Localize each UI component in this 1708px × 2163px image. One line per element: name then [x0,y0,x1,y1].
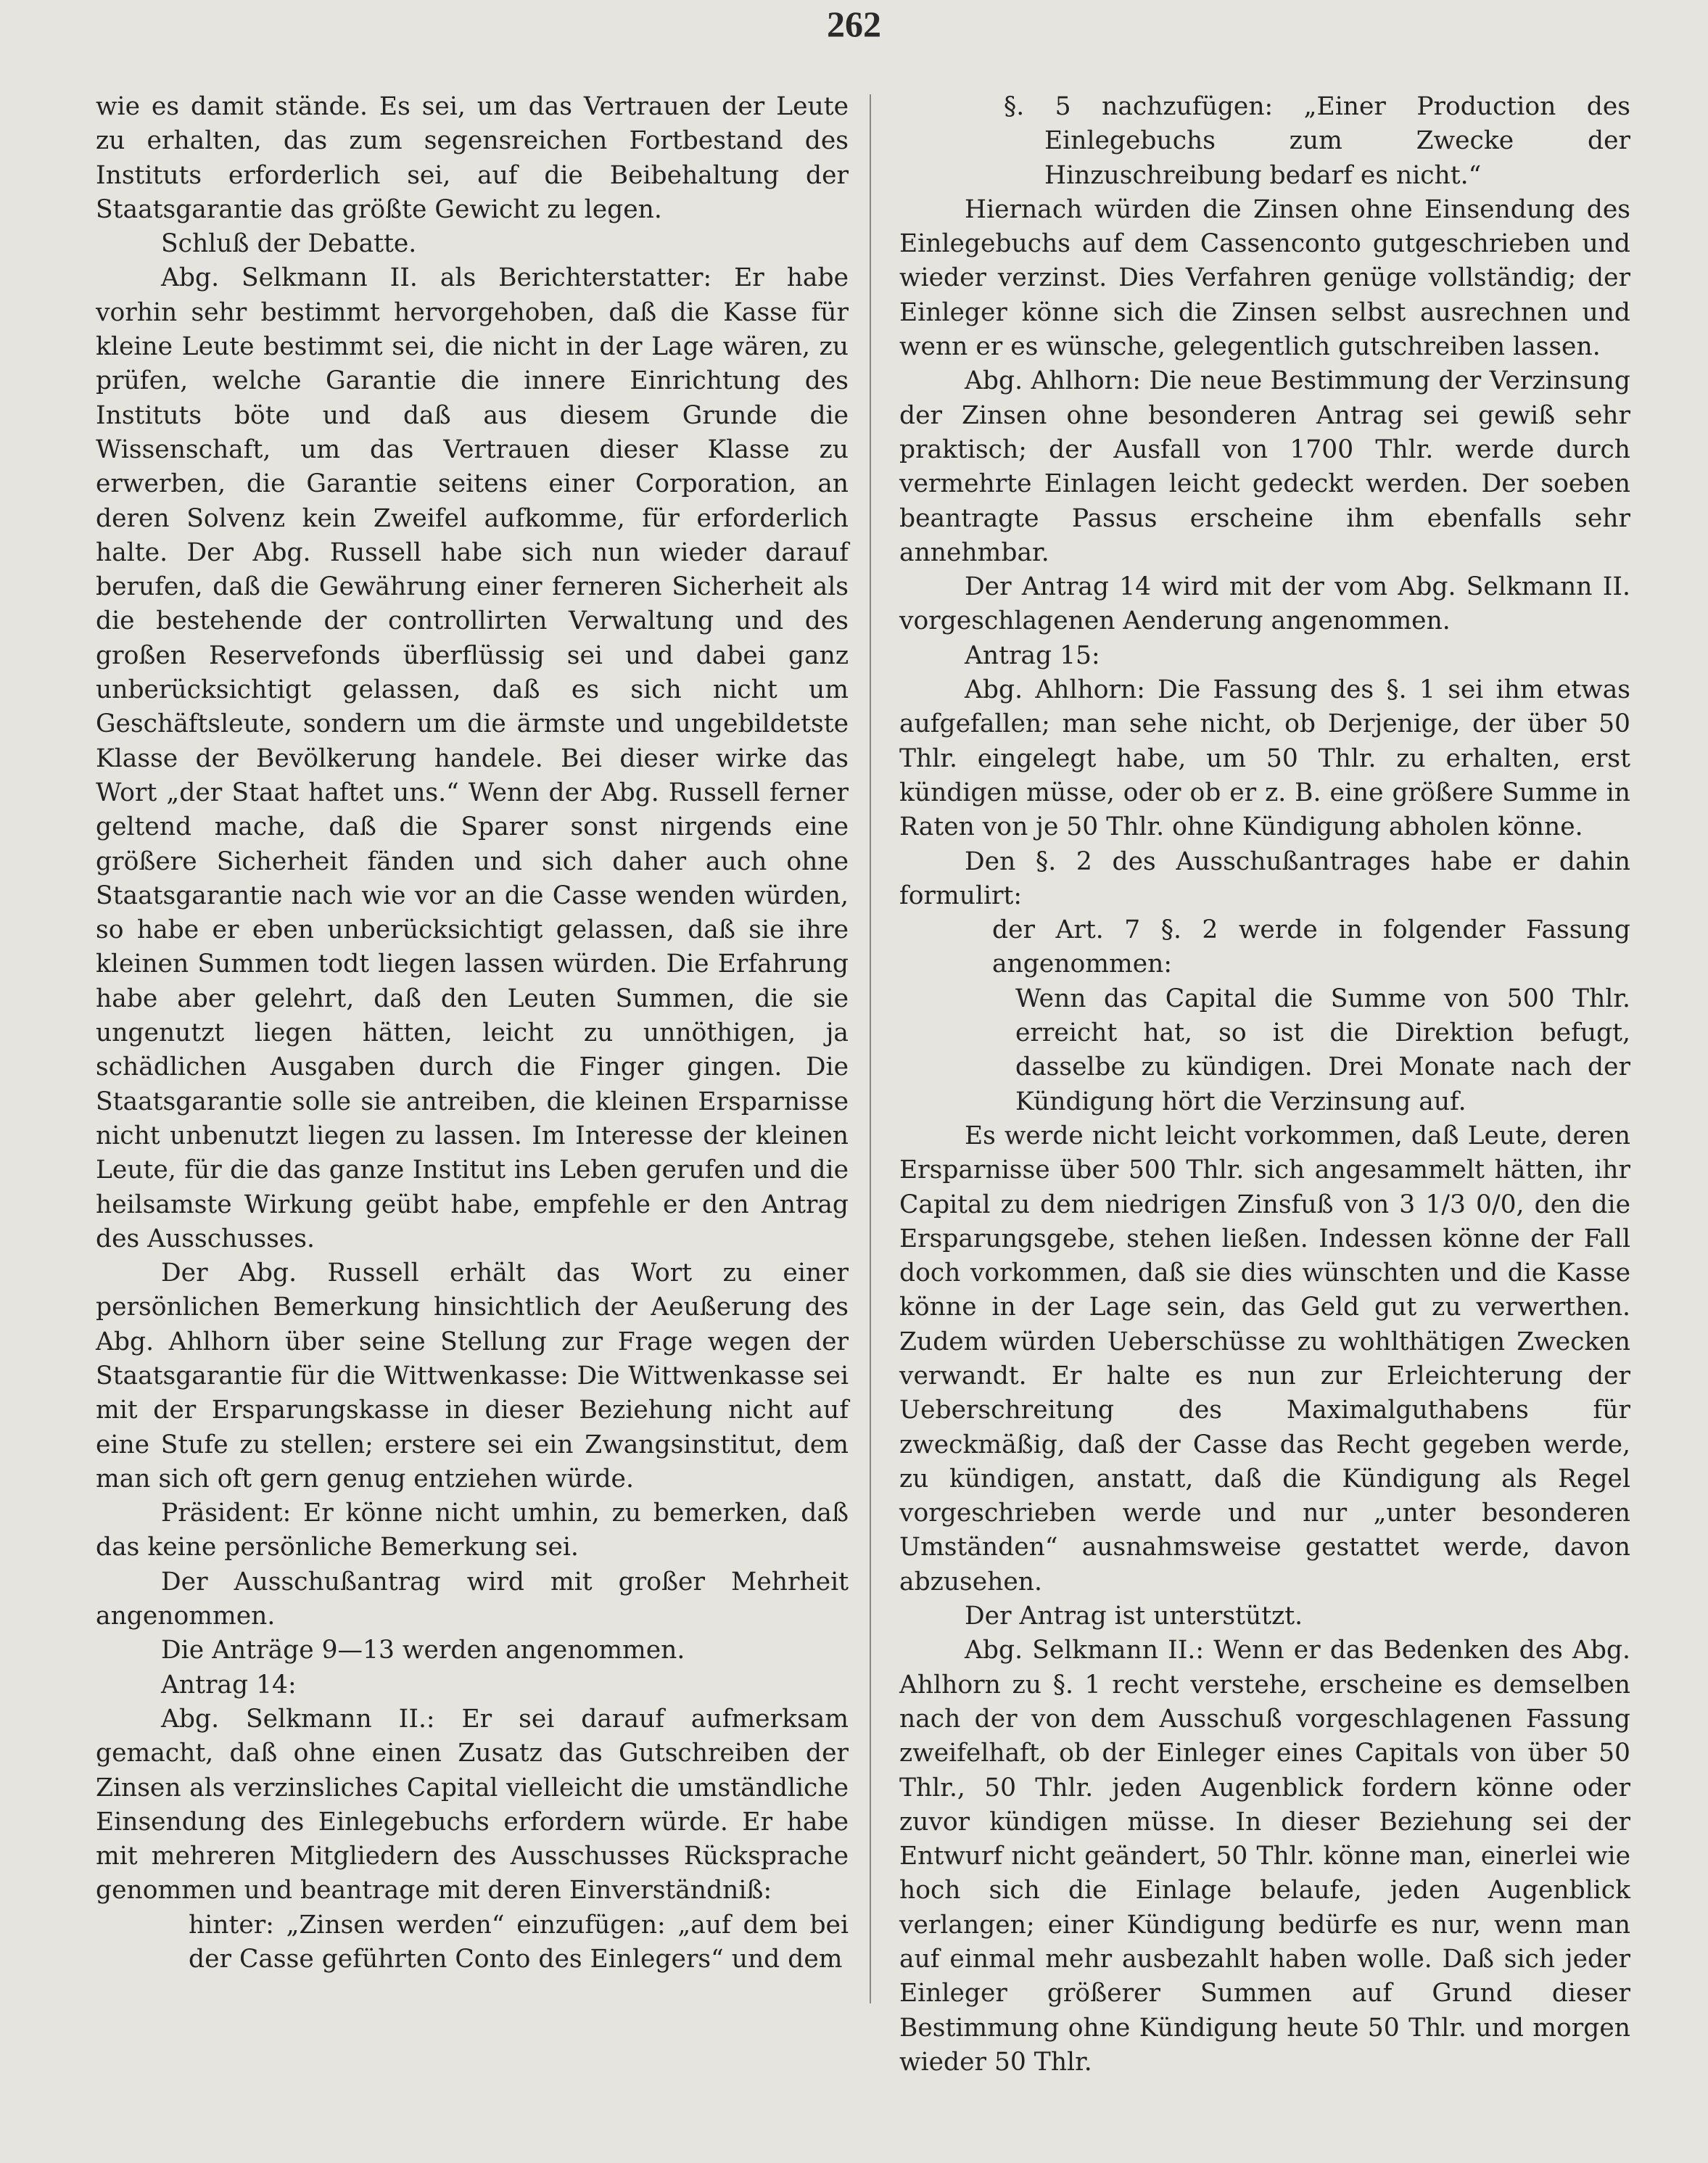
paragraph: Antrag 15: [965,640,1100,670]
paragraph: Abg. Ahlhorn: Die neue Bestimmung der Verzinsung der Zinsen ohne besonderen Antrag sei gewiß sehr praktisch; der Ausfall von 1700 Thlr. werde durch vermehrte Einlagen leicht gedeckt werden. Der soeben beantragte Passus erscheine ihm ebenfalls sehr annehmbar. [899,366,1630,567]
paragraph: Der Abg. Russell erhält das Wort zu einer persönlichen Bemerkung hinsichtlich der Aeußerung des Abg. Ahlhorn über seine Stellung zur Frage wegen der Staatsgarantie für die Wittwenkasse: Die Wittwenkasse sei mit der Ersparungskasse in dieser Beziehung nicht auf eine Stufe zu stellen; erstere sei ein Zwangsinstitut, dem man sich oft gern genug entziehen würde. [96,1258,849,1494]
paragraph: Der Antrag 14 wird mit der vom Abg. Selkmann II. vorgeschlagenen Aenderung angenommen. [899,572,1630,636]
paragraph: Es werde nicht leicht vorkommen, daß Leute, deren Ersparnisse über 500 Thlr. sich angesammelt hätten, ihr Capital zu dem niedrigen Zinsfuß von 3 1/3 0/0, den die Ersparungsgebe, stehen ließen. Indessen könne der Fall doch vorkommen, daß sie dies wünschten und die Kasse könne in der Lage sein, das Geld gut zu verwerthen. Zudem würden Ueberschüsse zu wohlthätigen Zwecken verwandt. Er halte es nun zur Erleichterung der Ueberschreitung des Maximalguthabens für zweckmäßig, daß der Casse das Recht gegeben werde, zu kündigen, anstatt, daß die Kündigung als Regel vorgeschrieben werde und nur „unter besonderen Umständen“ ausnahmsweise gestattet werde, davon abzusehen. [899,1121,1630,1596]
left-column [96,90,849,1977]
paragraph: Der Antrag ist unterstützt. [965,1602,1303,1631]
quoted-motion: hinter: „Zinsen werden“ einzufügen: „auf dem bei der Casse geführten Conto des Einlegers“ und dem [189,1910,849,1974]
paragraph: Hiernach würden die Zinsen ohne Einsendung des Einlegebuchs auf dem Cassenconto gutgeschrieben und wieder verzinst. Dies Verfahren genüge vollständig; der Einleger könne sich die Zinsen selbst ausrechnen und wenn er es wünsche, gelegentlich gutschreiben lassen. [899,194,1630,362]
page-number: 262 [827,4,881,44]
paragraph: Die Anträge 9—13 werden angenommen. [161,1636,685,1665]
paragraph: Der Ausschußantrag wird mit großer Mehrheit angenommen. [96,1567,849,1631]
paragraph: Abg. Selkmann II.: Wenn er das Bedenken des Abg. Ahlhorn zu §. 1 recht verstehe, erscheine es demselben nach der von dem Ausschuß vorgeschlagenen Fassung zweifelhaft, ob der Einleger eines Capitals von über 50 Thlr., 50 Thlr. jeden Augenblick fordern könne oder zuvor kündigen müsse. In dieser Beziehung sei der Entwurf nicht geändert, 50 Thlr. könne man, einerlei wie hoch sich die Einlage belaufe, jeden Augenblick verlangen; einer Kündigung bedürfe es nur, wenn man auf einmal mehr ausbezahlt haben wolle. Daß sich jeder Einleger größerer Summen auf Grund dieser Bestimmung ohne Kündigung heute 50 Thlr. und morgen wieder 50 Thlr. [899,1636,1630,2077]
paragraph: Abg. Selkmann II.: Er sei darauf aufmerksam gemacht, daß ohne einen Zusatz das Gutschreiben der Zinsen als verzinsliches Capital vielleicht die umständliche Einsendung des Einlegebuchs erfordern würde. Er habe mit mehreren Mitgliedern des Ausschusses Rücksprache genommen und beantrage mit deren Einverständniß: [96,1704,849,1906]
paragraph: Antrag 14: [161,1670,297,1700]
paragraph: wie es damit stände. Es sei, um das Vertrauen der Leute zu erhalten, das zum segensreichen Fortbestand des Instituts erforderlich sei, auf die Beibehaltung der Staatsgarantie das größte Gewicht zu legen. [96,92,849,224]
paragraph: Schluß der Debatte. [161,229,417,259]
quoted-motion: Wenn das Capital die Summe von 500 Thlr. erreicht hat, so ist die Direktion befugt, dasselbe zu kündigen. Drei Monate nach der Kündigung hört die Verzinsung auf. [1015,984,1630,1116]
paragraph: Abg. Selkmann II. als Berichterstatter: Er habe vorhin sehr bestimmt hervorgehoben, daß die Kasse für kleine Leute bestimmt sei, die nicht in der Lage wären, zu prüfen, welche Garantie die innere Einrichtung des Instituts böte und daß aus diesem Grunde die Wissenschaft, um das Vertrauen dieser Klasse zu erwerben, die Garantie seitens einer Corporation, an deren Solvenz kein Zweifel aufkomme, für erforderlich halte. Der Abg. Russell habe sich nun wieder darauf berufen, daß die Gewährung einer ferneren Sicherheit als die bestehende der controllirten Verwaltung und des großen Reservefonds überflüssig sei und dabei ganz unberücksichtigt gelassen, daß es sich nicht um Geschäftsleute, sondern um die ärmste und ungebildetste Klasse der Bevölkerung handele. Bei dieser wirke das Wort „der Staat haftet uns.“ Wenn der Abg. Russell ferner geltend mache, daß die Sparer sonst nirgends eine größere Sicherheit fänden und sich daher auch ohne Staatsgarantie nach wie vor an die Casse wenden würden, so habe er eben unberücksichtigt gelassen, daß sie ihre kleinen Summen todt liegen lassen würden. Die Erfahrung habe aber gelehrt, daß den Leuten Summen, die sie ungenutzt liegen hätten, leicht zu unnöthigen, ja schädlichen Ausgaben durch die Finger gingen. Die Staatsgarantie solle sie antreiben, die kleinen Ersparnisse nicht unbenutzt liegen zu lassen. Im Interesse der kleinen Leute, für die das ganze Institut ins Leben gerufen und die heilsamste Wirkung geübt habe, empfehle er den Antrag des Ausschusses. [96,263,849,1253]
paragraph: Abg. Ahlhorn: Die Fassung des §. 1 sei ihm etwas aufgefallen; man sehe nicht, ob Derjenige, der über 50 Thlr. eingelegt habe, um 50 Thlr. zu erhalten, erst kündigen müsse, oder ob er z. B. eine größere Summe in Raten von je 50 Thlr. ohne Kündigung abholen könne. [899,675,1630,842]
paragraph: Den §. 2 des Ausschußantrages habe er dahin formulirt: [899,846,1630,910]
quoted-motion: §. 5 nachzufügen: „Einer Production des Einlegebuchs zum Zwecke der Hinzuschreibung bedarf es nicht.“ [1004,92,1630,190]
column-divider [870,94,871,2003]
right-column [899,90,1630,2080]
paragraph: Präsident: Er könne nicht umhin, zu bemerken, daß das keine persönliche Bemerkung sei. [96,1499,849,1562]
quoted-motion: der Art. 7 §. 2 werde in folgender Fassung angenommen: [992,915,1630,979]
